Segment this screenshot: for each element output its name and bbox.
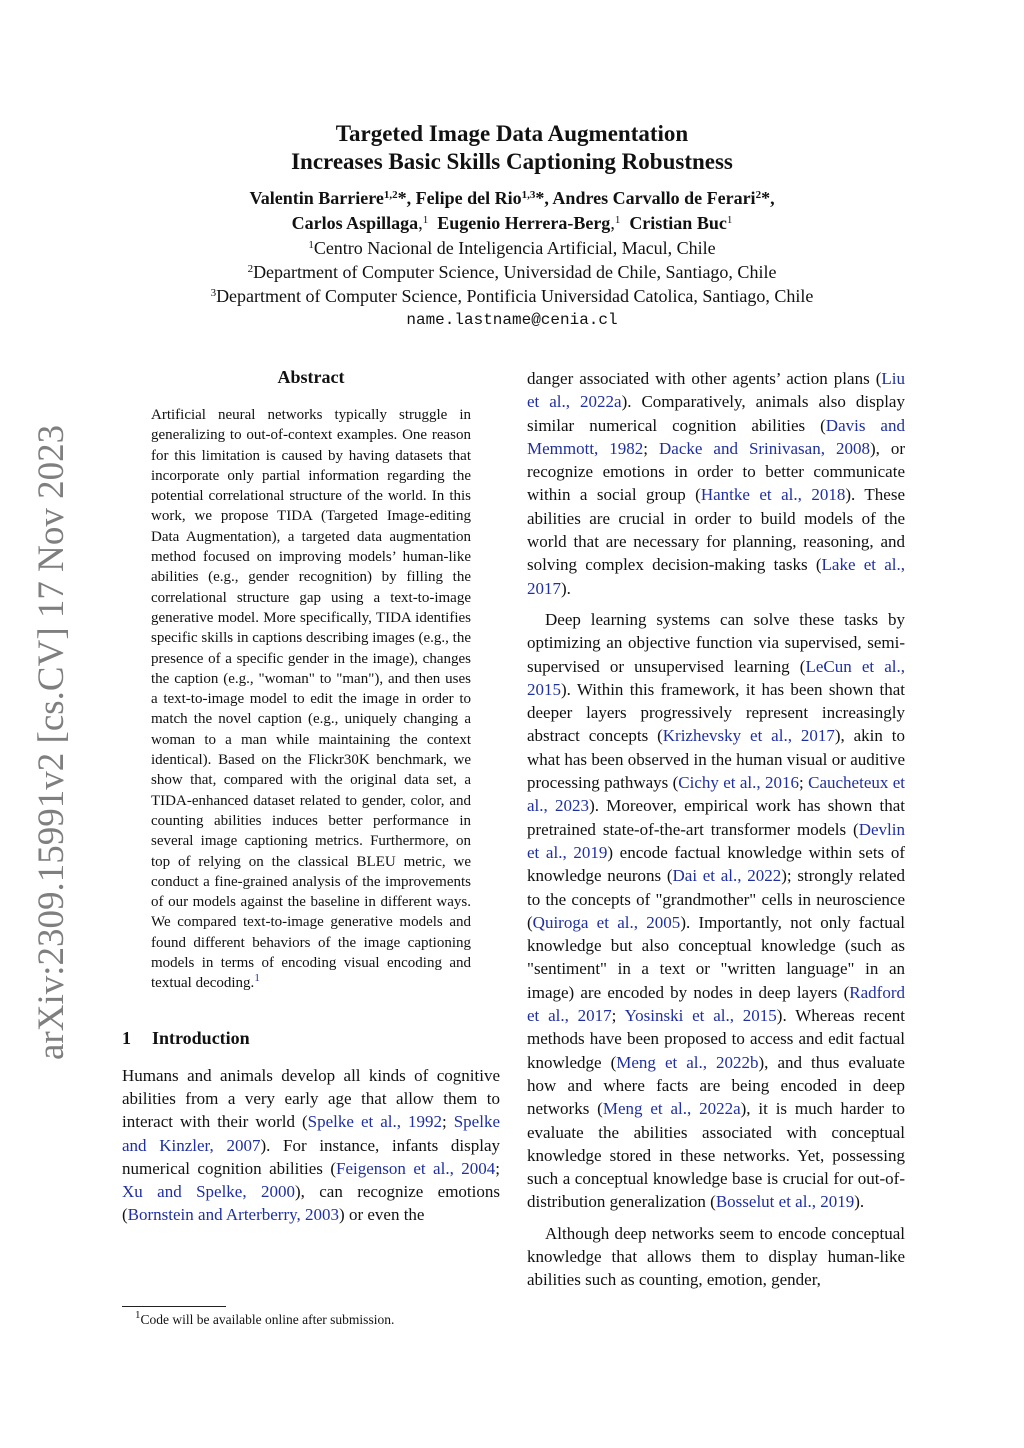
affiliation-sup: 1 bbox=[308, 239, 314, 251]
citation-link[interactable]: Meng et al., 2022a bbox=[602, 1099, 741, 1119]
author-name: Valentin Barriere bbox=[249, 188, 384, 208]
intro-paragraph-1 bbox=[122, 1064, 500, 1227]
footnote bbox=[135, 1310, 505, 1330]
text-run: ), or recognize emotions in order to better communicate within a social group ( bbox=[527, 438, 906, 505]
text-run: ). bbox=[854, 1192, 865, 1212]
citation-link[interactable]: Meng et al., 2022b bbox=[616, 1052, 759, 1072]
citation-link[interactable]: Dai et al., 2022 bbox=[672, 866, 782, 886]
affiliation-text: Department of Computer Science, Universidad de Chile, Santiago, Chile bbox=[253, 262, 777, 282]
citation-link[interactable]: Dacke and Srinivasan, 2008 bbox=[659, 438, 870, 458]
section-title: Introduction bbox=[152, 1027, 250, 1048]
citation-link[interactable]: Davis and Memmott, 1982 bbox=[527, 415, 905, 458]
text-run: ), it is much harder to evaluate the abilities associated with conceptual knowledge stored in these networks. Yet, possessing such a conceptual knowledge base is crucial for out-of-distribution generalization ( bbox=[527, 1099, 905, 1212]
abstract-body bbox=[151, 405, 471, 994]
author-name-tail: *, bbox=[761, 188, 775, 208]
paper-title-line-1: Targeted Image Data Augmentation bbox=[335, 121, 689, 146]
citation-link[interactable]: Yosinski et al., 2015 bbox=[624, 1006, 777, 1026]
title-block bbox=[120, 120, 904, 332]
affiliation-text: Department of Computer Science, Pontificia Universidad Catolica, Santiago, Chile bbox=[216, 286, 814, 306]
text-run: ). Moreover, empirical work has shown that pretrained state-of-the-art transformer models ( bbox=[527, 796, 905, 839]
text-run: ) encode factual knowledge within sets of knowledge neurons ( bbox=[527, 842, 905, 886]
text-run: ); strongly related to the concepts of "grandmother" cells in neuroscience ( bbox=[527, 866, 905, 932]
author-name: *, Felipe del Rio bbox=[397, 188, 522, 208]
affiliation-sup: 3 bbox=[210, 287, 217, 299]
affiliation-text: Centro Nacional de Inteligencia Artificial, Macul, Chile bbox=[313, 238, 716, 258]
footnote-marker[interactable]: 1 bbox=[254, 972, 260, 985]
text-run: ), and thus evaluate how and where facts are being encoded in deep networks ( bbox=[527, 1052, 905, 1119]
author-affil-sup: 1 bbox=[614, 214, 621, 226]
author-name: *, Andres Carvallo de Ferari bbox=[535, 188, 756, 208]
footnote-text: Code will be available online after submission. bbox=[140, 1312, 395, 1327]
citation-link[interactable]: Feigenson et al., 2004 bbox=[336, 1158, 496, 1178]
text-run: ; bbox=[441, 1112, 454, 1132]
author-name: Cristian Buc bbox=[629, 213, 727, 233]
text-run: ). Importantly, not only factual knowledge but also conceptual knowledge (such as "sentiment" in a text or "written language" in an image) are encoded by nodes in deep layers ( bbox=[527, 912, 905, 1002]
text-run: ; bbox=[611, 1006, 625, 1026]
abstract-text: Artificial neural networks typically struggle in generalizing to out-of-context examples. One reason for this limitation is caused by having datasets that incorporate only partial information regarding the potential correlational structure of the world. In this work, we propose TIDA (Targeted Image-editing Data Augmentation), a targeted data augmentation method focused on improving models’ human-like abilities (e.g., gender recognition) by filling the correlational structure gap using a text-to-image generative model. More specifically, TIDA identifies specific skills in captions describing images (e.g., the presence of a specific gender in the image), changes the caption (e.g., "woman" to "man"), and then uses a text-to-image model to edit the image in order to match the novel caption (e.g., uniquely changing a woman to a man while maintaining the context identical). Based on the Flickr30K benchmark, we show that, compared with the original data set, a TIDA-enhanced dataset related to gender, color, and counting abilities induces better performance in several image captioning metrics. Furthermore, on top of relying on the classical BLEU metric, we conduct a fine-grained analysis of the improvements of our models against the baseline in different ways. We compared text-to-image generative models and found different behaviors of the image captioning models in terms of encoding visual encoding and textual decoding. bbox=[151, 407, 471, 992]
text-run: ). Whereas recent methods have been proposed to access and edit factual knowledge ( bbox=[527, 1006, 905, 1072]
citation-link[interactable]: Xu and Spelke, 2000 bbox=[122, 1182, 295, 1202]
citation-link[interactable]: Hantke et al., 2018 bbox=[700, 485, 846, 505]
text-run: danger associated with other agents’ action plans ( bbox=[527, 369, 882, 388]
body-paragraph-3: Although deep networks seem to encode conceptual knowledge that allows them to display human-like abilities such as counting, emotion, gender, bbox=[527, 1223, 905, 1290]
text-run: ; bbox=[643, 438, 660, 458]
affiliation-3 bbox=[120, 284, 904, 308]
left-column bbox=[122, 365, 500, 1227]
section-number: 1 bbox=[122, 1027, 131, 1048]
citation-link[interactable]: Bosselut et al., 2019 bbox=[715, 1192, 855, 1212]
citation-link[interactable]: LeCun et al., 2015 bbox=[527, 656, 905, 699]
text-run: ). For instance, infants display numerical cognition abilities ( bbox=[122, 1135, 501, 1178]
authors-line-1 bbox=[120, 186, 904, 211]
text-run: ), akin to what has been observed in the human visual or auditive processing pathways ( bbox=[527, 726, 905, 793]
text-run: Deep learning systems can solve these tasks by optimizing an objective function via supervised, semi-supervised or unsupervised learning ( bbox=[527, 609, 905, 676]
author-affil-sup: 1 bbox=[422, 214, 429, 226]
right-column bbox=[527, 367, 905, 1292]
body-paragraph-2 bbox=[527, 608, 905, 1214]
citation-link[interactable]: Krizhevsky et al., 2017 bbox=[662, 726, 835, 746]
text-run: ). These abilities are crucial in order to build models of the world that are necessary for planning, reasoning, and solving complex decision-making tasks ( bbox=[527, 485, 905, 575]
text-run: ). bbox=[561, 578, 571, 598]
citation-link[interactable]: Spelke et al., 1992 bbox=[307, 1112, 442, 1132]
citation-link[interactable]: Lake et al., 2017 bbox=[527, 555, 905, 598]
text-run: ; bbox=[799, 773, 809, 793]
author-affil-sup: 1 bbox=[726, 214, 733, 226]
text-run: Humans and animals develop all kinds of cognitive abilities from a very early age that allow them to interact with their world ( bbox=[122, 1065, 500, 1132]
affiliation-2 bbox=[120, 260, 904, 284]
citation-link[interactable]: Bornstein and Arterberry, 2003 bbox=[127, 1205, 340, 1225]
arxiv-side-stamp: arXiv:2309.15991v2 [cs.CV] 17 Nov 2023 bbox=[31, 424, 72, 1060]
citation-link[interactable]: Cichy et al., 2016 bbox=[678, 773, 800, 793]
author-affil-sup: 1,2 bbox=[383, 189, 398, 201]
contact-email[interactable]: name.lastname@cenia.cl bbox=[406, 311, 618, 329]
affiliation-sup: 2 bbox=[247, 263, 254, 275]
section-heading-introduction bbox=[122, 1026, 500, 1050]
abstract-heading: Abstract bbox=[277, 367, 345, 387]
authors-line-2: Carlos Aspillaga,$^1$ Eugenio Herrera-Berg,$^1$ Cristian Buc$^1$ bbox=[291, 213, 733, 233]
citation-link[interactable]: Liu et al., 2022a bbox=[527, 369, 905, 412]
author-name: Eugenio Herrera-Berg bbox=[437, 213, 611, 233]
author-affil-sup: 2 bbox=[755, 189, 762, 201]
citation-link[interactable]: Devlin et al., 2019 bbox=[527, 819, 905, 862]
body-paragraph-1 bbox=[527, 367, 905, 600]
citation-link[interactable]: Caucheteux et al., 2023 bbox=[527, 773, 905, 816]
footnote-divider bbox=[122, 1306, 226, 1307]
citation-link[interactable]: Radford et al., 2017 bbox=[527, 982, 905, 1026]
text-run: ; bbox=[495, 1158, 501, 1178]
author-name: Carlos Aspillaga bbox=[291, 213, 419, 233]
author-affil-sup: 1,3 bbox=[521, 189, 536, 201]
text-run: ) or even the bbox=[339, 1205, 425, 1225]
paper-title-line-2: Increases Basic Skills Captioning Robustness bbox=[291, 149, 733, 174]
text-run: ). Within this framework, it has been shown that deeper layers progressively represent increasingly abstract concepts ( bbox=[527, 679, 905, 746]
footnote-sup: 1 bbox=[135, 1309, 141, 1321]
citation-link[interactable]: Quiroga et al., 2005 bbox=[532, 912, 681, 932]
text-run: ). Comparatively, animals also display similar numerical cognition abilities ( bbox=[527, 392, 905, 435]
citation-link[interactable]: Spelke and Kinzler, 2007 bbox=[122, 1112, 500, 1155]
affiliation-1 bbox=[120, 236, 904, 260]
text-run: ), can recognize emotions ( bbox=[122, 1182, 500, 1225]
